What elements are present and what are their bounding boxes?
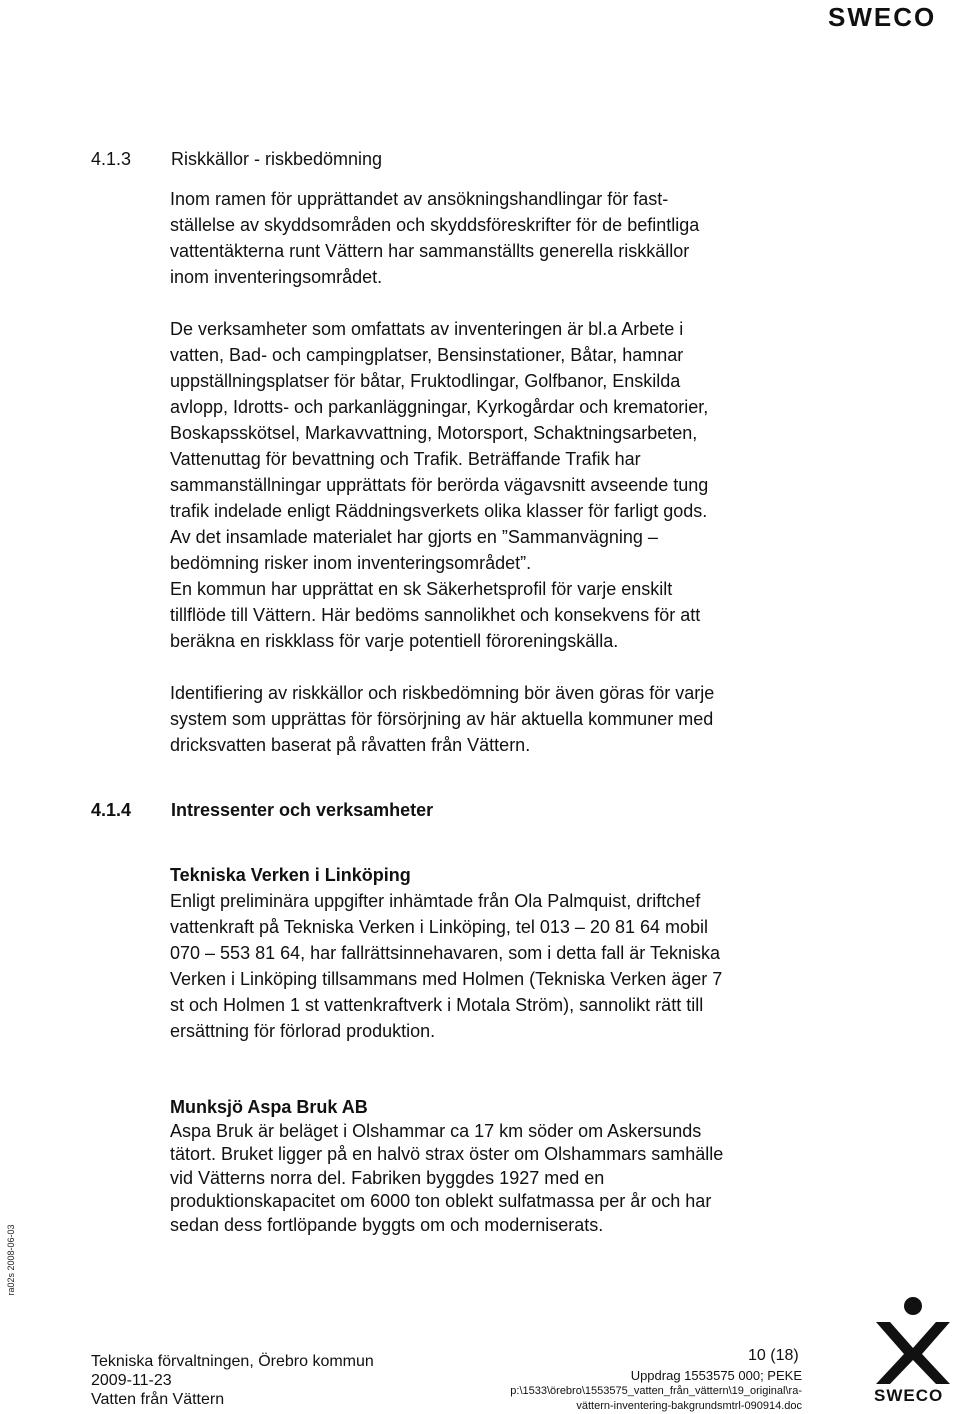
- text-line: beräkna en riskklass för varje potentiell föroreningskälla.: [170, 631, 619, 651]
- text-line: st och Holmen 1 st vattenkraftverk i Motala Ström), sannolikt rätt till: [170, 995, 704, 1015]
- footer-left: [91, 1352, 374, 1409]
- paragraph-scope: [170, 186, 820, 290]
- text-line: ställelse av skyddsområden och skyddsföreskrifter för de befintliga: [170, 215, 700, 235]
- text-line: Verken i Linköping tillsammans med Holmen (Tekniska Verken äger 7: [170, 969, 723, 989]
- footer-organization: Tekniska förvaltningen, Örebro kommun: [91, 1353, 374, 1370]
- footer-file-path-2: vättern-inventering-bakgrundsmtrl-090914.doc: [576, 1400, 802, 1412]
- section-number-413: 4.1.3: [91, 149, 132, 169]
- section-number-414: 4.1.4: [91, 800, 132, 820]
- page-number: 10 (18): [748, 1347, 799, 1364]
- text-line: En kommun har upprättat en sk Säkerhetsprofil för varje enskilt: [170, 579, 673, 599]
- text-line: produktionskapacitet om 6000 ton oblekt sulfatmassa per år och har: [170, 1191, 712, 1211]
- text-line: trafik indelade enligt Räddningsverkets olika klasser för farligt gods.: [170, 501, 708, 521]
- text-line: Av det insamlade materialet har gjorts en ”Sammanvägning –: [170, 527, 658, 547]
- text-line: avlopp, Idrotts- och parkanläggningar, Kyrkogårdar och krematorier,: [170, 397, 709, 417]
- entry-heading: Munksjö Aspa Bruk AB: [170, 1097, 368, 1117]
- section-title-414: Intressenter och verksamheter: [171, 800, 434, 820]
- entry-munksjo-aspa: [170, 1096, 820, 1237]
- text-line: Aspa Bruk är beläget i Olshammar ca 17 km söder om Askersunds: [170, 1120, 702, 1141]
- footer-file-path-1: p:\1533\örebro\1553575_vatten_från_vättern\19_original\ra-: [510, 1385, 802, 1397]
- text-line: vid Vätterns norra del. Fabriken byggdes 1927 med en: [170, 1167, 605, 1188]
- paragraph-activities: [170, 316, 820, 654]
- entry-heading: Tekniska Verken i Linköping: [170, 865, 411, 885]
- paragraph-identification: [170, 680, 820, 758]
- text-line: inom inventeringsområdet.: [170, 267, 383, 287]
- text-line: Enligt preliminära uppgifter inhämtade från Ola Palmquist, driftchef: [170, 891, 701, 911]
- text-line: Vattenuttag för bevattning och Trafik. Beträffande Trafik har: [170, 449, 641, 469]
- footer-assignment: Uppdrag 1553575 000; PEKE: [630, 1368, 802, 1383]
- footer-date: 2009-11-23: [91, 1372, 172, 1389]
- text-line: uppställningsplatser för båtar, Fruktodlingar, Golfbanor, Enskilda: [170, 371, 681, 391]
- text-line: vatten, Bad- och campingplatser, Bensinstationer, Båtar, hamnar: [170, 345, 684, 365]
- section-title-413: Riskkällor - riskbedömning: [171, 149, 383, 169]
- footer-reference: [420, 1367, 802, 1414]
- text-line: Boskapsskötsel, Markavvattning, Motorsport, Schaktningsarbeten,: [170, 423, 698, 443]
- text-line: ersättning för förlorad produktion.: [170, 1021, 436, 1041]
- text-line: dricksvatten baserat på råvatten från Vättern.: [170, 735, 531, 755]
- text-line: Identifiering av riskkällor och riskbedömning bör även göras för varje: [170, 683, 715, 703]
- footer-document-title: Vatten från Vättern: [91, 1391, 225, 1408]
- document-template-code: ra02s 2008-06-03: [6, 1224, 16, 1296]
- text-line: vattentäkterna runt Vättern har sammanställts generella riskkällor: [170, 241, 690, 261]
- text-line: sedan dess fortlöpande byggts om och moderniserats.: [170, 1214, 604, 1235]
- text-line: sammanställningar upprättats för berörda vägavsnitt avseende tung: [170, 475, 709, 495]
- text-line: bedömning risker inom inventeringsområdet”.: [170, 553, 532, 573]
- text-line: Inom ramen för upprättandet av ansökningshandlingar för fast-: [170, 189, 669, 209]
- text-line: De verksamheter som omfattats av inventeringen är bl.a Arbete i: [170, 319, 684, 339]
- text-line: vattenkraft på Tekniska Verken i Linköping, tel 013 – 20 81 64 mobil: [170, 917, 709, 937]
- sweco-logo-bottom: SWECO: [874, 1386, 944, 1405]
- text-line: tätort. Bruket ligger på en halvö strax öster om Olshammars samhälle: [170, 1144, 724, 1164]
- sweco-logo-top: SWECO: [828, 2, 937, 32]
- text-line: system som upprättas för försörjning av här aktuella kommuner med: [170, 709, 714, 729]
- text-line: 070 – 553 81 64, har fallrättsinnehavaren, som i detta fall är Tekniska: [170, 943, 721, 963]
- text-line: tillflöde till Vättern. Här bedöms sannolikhet och konsekvens för att: [170, 605, 701, 625]
- entry-tekniska-verken: [170, 862, 820, 1044]
